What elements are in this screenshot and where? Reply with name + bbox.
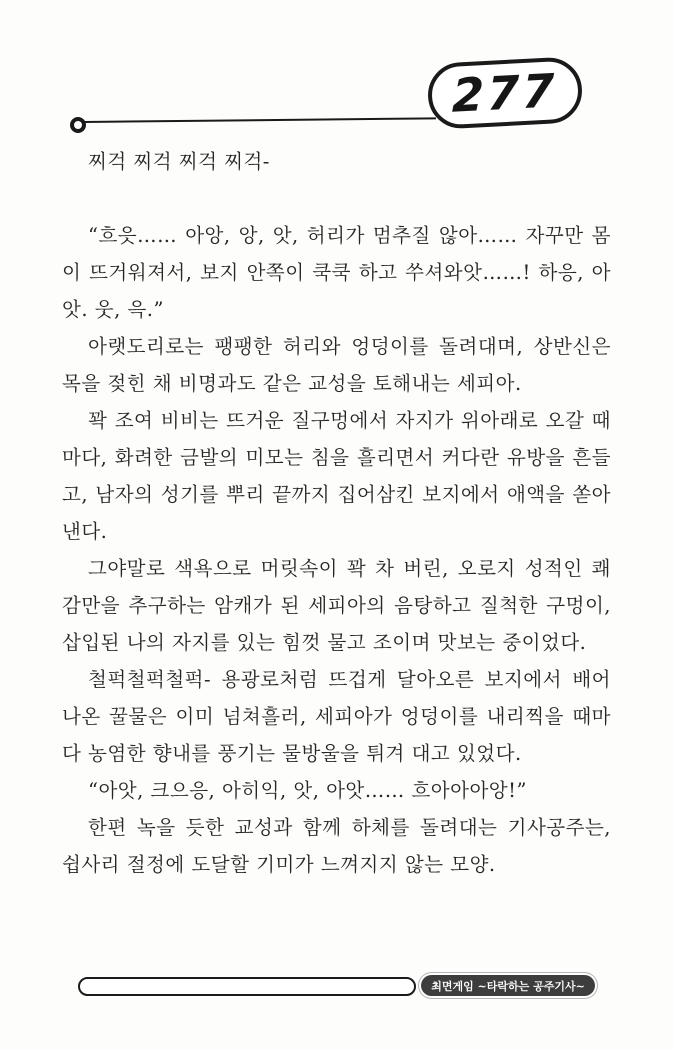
paragraph: 한편 녹을 듯한 교성과 함께 하체를 돌려대는 기사공주는, 쉽사리 절정에 도달할 기미가 느껴지지 않는 모양. xyxy=(62,816,611,876)
page-number-badge xyxy=(426,56,583,130)
paragraph: 그야말로 색욕으로 머릿속이 꽉 차 버린, 오로지 성적인 쾌감만을 추구하는 암캐가 된 세피아의 음탕하고 질척한 구멍이, 삽입된 나의 자지를 있는 힘껏 물고 조이며 맛보는 중이었다. xyxy=(62,557,611,654)
paragraph: 꽉 조여 비비는 뜨거운 질구멍에서 자지가 위아래로 오갈 때마다, 화려한 금발의 미모는 침을 흘리면서 커다란 유방을 흔들고, 남자의 성기를 뿌리 끝까지 집어삼킨 보지에서 애액을 쏟아낸다. xyxy=(62,409,611,543)
paragraph: 아랫도리로는 팽팽한 허리와 엉덩이를 돌려대며, 상반신은 목을 젖힌 채 비명과도 같은 교성을 토해내는 세피아. xyxy=(62,335,611,395)
footer-capsule-ornament xyxy=(78,977,416,996)
sfx-line: 찌걱 찌걱 찌걱 찌걱- xyxy=(88,150,270,173)
series-title-badge xyxy=(421,975,595,996)
paragraph: 철퍽철퍽철퍽- 용광로처럼 뜨겁게 달아오른 보지에서 배어나온 꿀물은 이미 넘쳐흘러, 세피아가 엉덩이를 내리찍을 때마다 농염한 향내를 풍기는 물방울을 튀겨 대고 있었다. xyxy=(62,668,611,765)
header-ring-ornament xyxy=(70,117,86,133)
paragraph: “아앗, 크으응, 아히익, 앗, 아앗…… 흐아아아앙!” xyxy=(88,779,527,802)
body-text xyxy=(62,143,611,883)
header-rule xyxy=(84,117,436,123)
page-number: 277 xyxy=(452,63,558,123)
series-title: 최면게임 ~타락하는 공주기사~ xyxy=(431,979,585,993)
paragraph: “흐읏…… 아앙, 앙, 앗, 허리가 멈추질 않아…… 자꾸만 몸이 뜨거워져서, 보지 안쪽이 쿡쿡 하고 쑤셔와앗……! 하응, 아앗. 웃, 윽.” xyxy=(62,224,611,321)
